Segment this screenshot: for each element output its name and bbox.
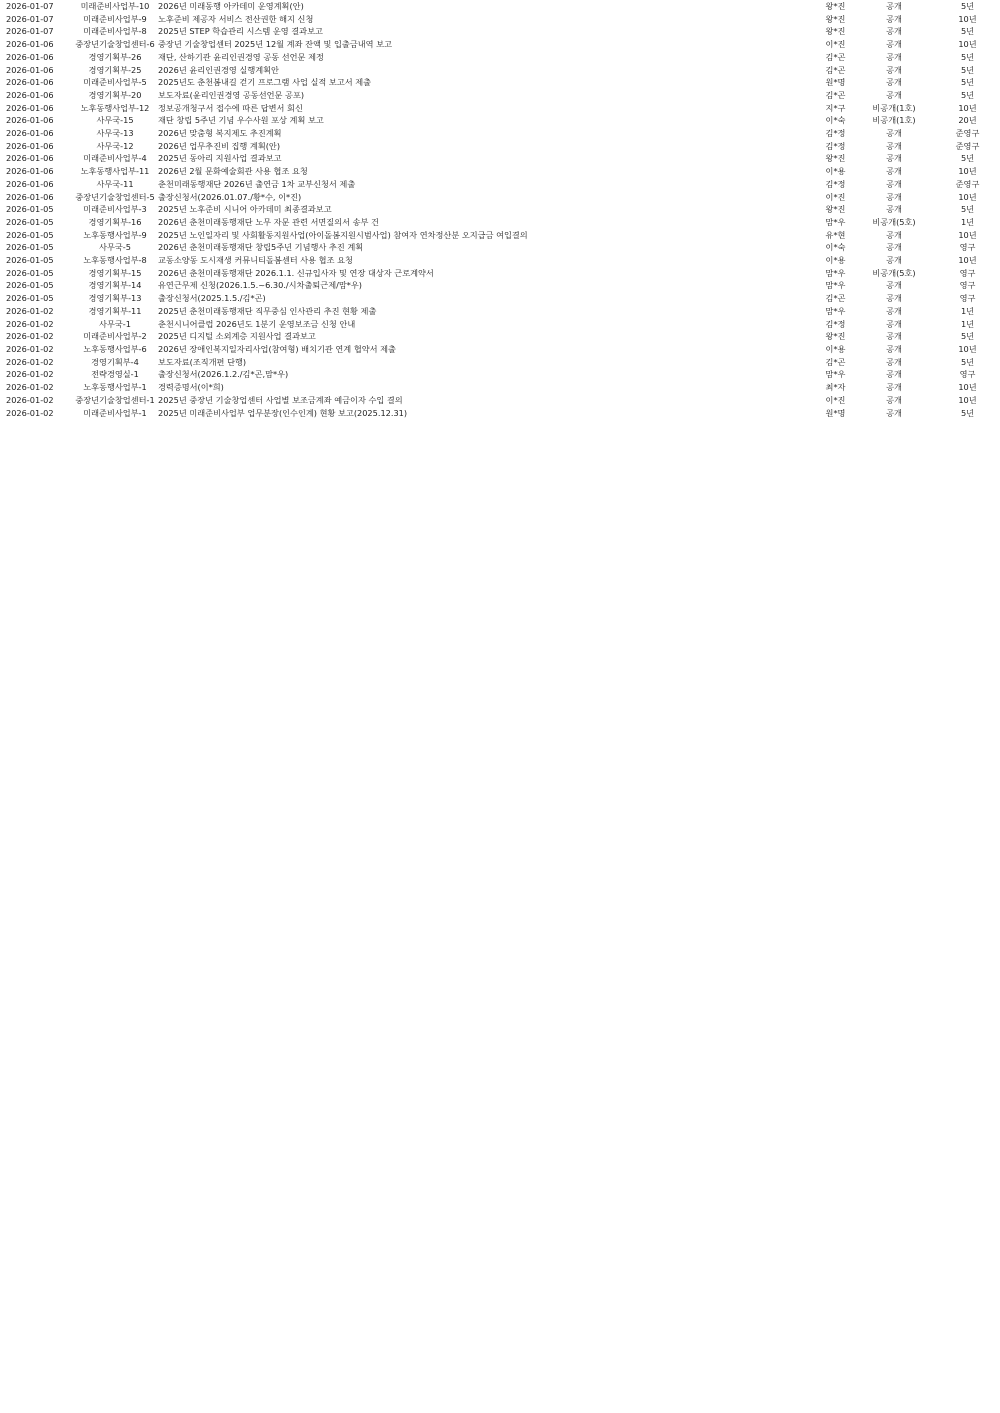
record-author: 김*정: [825, 140, 846, 151]
record-doc-number: 경영기획부-14: [88, 280, 142, 291]
record-retention-period: 1년: [960, 318, 975, 329]
record-date: 2026-01-06: [6, 153, 54, 164]
record-access-status: 공개: [886, 77, 902, 88]
record-access-status: 공개: [886, 26, 902, 37]
record-doc-number: 노후동행사업부-12: [80, 102, 150, 113]
record-date: 2026-01-02: [6, 382, 54, 393]
record-doc-number: 미래준비사업부-5: [83, 77, 147, 88]
table-row: [0, 368, 1000, 381]
record-title[interactable]: 보도자료(윤리인권경영 공동선언문 공포): [158, 89, 305, 100]
record-title[interactable]: 출장신청서(2026.01.07./황*수, 이*진): [158, 191, 302, 202]
record-author: 김*곤: [825, 51, 846, 62]
record-date: 2026-01-06: [6, 115, 54, 126]
record-access-status: 공개: [886, 242, 902, 253]
table-row: [0, 305, 1000, 318]
record-doc-number: 경영기획부-15: [88, 267, 142, 278]
record-title[interactable]: 중장년 기술창업센터 2025년 12월 계좌 잔액 및 입출금내역 보고: [158, 39, 392, 50]
record-access-status: 공개: [886, 13, 902, 24]
record-retention-period: 5년: [960, 26, 975, 37]
record-author: 이*용: [825, 343, 846, 354]
record-access-status: 공개: [886, 369, 902, 380]
record-doc-number: 사무국-13: [96, 128, 134, 139]
record-doc-number: 노후동행사업부-11: [80, 166, 150, 177]
table-row: [0, 89, 1000, 102]
record-access-status: 공개: [886, 204, 902, 215]
record-author: 이*진: [825, 394, 846, 405]
record-author: 왕*진: [825, 13, 846, 24]
record-author: 최*자: [825, 382, 846, 393]
record-retention-period: 10년: [958, 255, 977, 266]
record-access-status: 비공개(5호): [872, 216, 916, 227]
record-author: 맘*우: [825, 267, 846, 278]
record-author: 왕*진: [825, 204, 846, 215]
record-date: 2026-01-02: [6, 305, 54, 316]
record-date: 2026-01-02: [6, 394, 54, 405]
table-row: [0, 0, 1000, 13]
record-date: 2026-01-05: [6, 267, 54, 278]
record-retention-period: 준영구: [955, 140, 980, 151]
record-access-status: 공개: [886, 51, 902, 62]
record-doc-number: 경영기획부-26: [88, 51, 142, 62]
record-retention-period: 10년: [958, 382, 977, 393]
record-title[interactable]: 재단, 산하기관 윤리인권경영 공동 선언문 제정: [158, 51, 324, 62]
record-retention-period: 1년: [960, 305, 975, 316]
table-row: [0, 394, 1000, 407]
record-title[interactable]: 춘천미래동행재단 2026년 출연금 1차 교부신청서 제출: [158, 178, 356, 189]
record-access-status: 공개: [886, 153, 902, 164]
table-row: [0, 330, 1000, 343]
record-retention-period: 준영구: [955, 178, 980, 189]
table-row: [0, 38, 1000, 51]
record-author: 유*현: [825, 229, 846, 240]
record-author: 맘*우: [825, 280, 846, 291]
record-author: 김*정: [825, 318, 846, 329]
table-row: [0, 407, 1000, 420]
record-title[interactable]: 2025년 춘천미래동행재단 직무중심 인사관리 추진 현황 제출: [158, 305, 377, 316]
record-title[interactable]: 2025년 STEP 학습관리 시스템 운영 결과보고: [158, 26, 323, 37]
record-author: 이*용: [825, 166, 846, 177]
table-row: [0, 51, 1000, 64]
record-title[interactable]: 정보공개청구서 접수에 따른 답변서 회신: [158, 102, 303, 113]
record-author: 왕*진: [825, 26, 846, 37]
record-title[interactable]: 2026년 춘천미래동행재단 창립5주년 기념행사 추진 계획: [158, 242, 364, 253]
record-doc-number: 노후동행사업부-8: [83, 255, 147, 266]
record-access-status: 공개: [886, 382, 902, 393]
record-title[interactable]: 2025년 미래준비사업부 업무분장(인수인계) 현황 보고(2025.12.31): [158, 407, 408, 418]
record-retention-period: 5년: [960, 331, 975, 342]
record-retention-period: 영구: [959, 242, 976, 253]
table-row: [0, 140, 1000, 153]
record-access-status: 공개: [886, 128, 902, 139]
record-doc-number: 미래준비사업부-10: [80, 1, 150, 11]
record-access-status: 공개: [886, 255, 902, 266]
document-records-table: [0, 0, 1000, 419]
record-date: 2026-01-06: [6, 166, 54, 177]
record-date: 2026-01-02: [6, 343, 54, 354]
records-table-body: [0, 0, 1000, 419]
record-doc-number: 미래준비사업부-2: [83, 331, 147, 342]
table-row: [0, 165, 1000, 178]
record-access-status: 공개: [886, 39, 902, 50]
record-doc-number: 미래준비사업부-4: [83, 153, 147, 164]
record-retention-period: 5년: [960, 356, 975, 367]
record-date: 2026-01-05: [6, 280, 54, 291]
record-author: 왕*진: [825, 1, 846, 11]
record-author: 이*숙: [825, 242, 846, 253]
record-doc-number: 중장년기술창업센터-6: [75, 39, 155, 50]
record-retention-period: 10년: [958, 229, 977, 240]
record-retention-period: 5년: [960, 51, 975, 62]
record-date: 2026-01-05: [6, 216, 54, 227]
record-retention-period: 10년: [958, 39, 977, 50]
record-retention-period: 영구: [959, 267, 976, 278]
record-retention-period: 5년: [960, 64, 975, 75]
table-row: [0, 381, 1000, 394]
record-date: 2026-01-06: [6, 140, 54, 151]
record-title[interactable]: 출장신청서(2026.1.2./김*곤,맘*우): [158, 369, 289, 380]
record-author: 왕*진: [825, 331, 846, 342]
record-date: 2026-01-06: [6, 102, 54, 113]
record-doc-number: 경영기획부-25: [88, 64, 142, 75]
record-access-status: 공개: [886, 229, 902, 240]
record-author: 이*진: [825, 191, 846, 202]
record-access-status: 공개: [886, 1, 902, 11]
record-author: 이*진: [825, 39, 846, 50]
record-date: 2026-01-02: [6, 369, 54, 380]
record-title[interactable]: 보도자료(조직개편 단행): [158, 356, 247, 367]
table-row: [0, 241, 1000, 254]
record-title[interactable]: 교동소양동 도시재생 커뮤니티돌봄센터 사용 협조 요청: [158, 255, 353, 266]
table-row: [0, 191, 1000, 204]
record-doc-number: 경영기획부-16: [88, 216, 142, 227]
record-title[interactable]: 2026년 업무추진비 집행 계획(안): [158, 140, 281, 151]
record-doc-number: 사무국-1: [99, 318, 131, 329]
record-date: 2026-01-06: [6, 64, 54, 75]
record-doc-number: 경영기획부-20: [88, 89, 142, 100]
record-date: 2026-01-06: [6, 77, 54, 88]
record-access-status: 공개: [886, 407, 902, 418]
record-retention-period: 5년: [960, 153, 975, 164]
record-title[interactable]: 경력증명서(이*희): [158, 382, 224, 393]
record-date: 2026-01-05: [6, 293, 54, 304]
table-row: [0, 203, 1000, 216]
record-retention-period: 5년: [960, 204, 975, 215]
record-retention-period: 10년: [958, 191, 977, 202]
record-access-status: 공개: [886, 331, 902, 342]
record-retention-period: 영구: [959, 369, 976, 380]
record-access-status: 공개: [886, 191, 902, 202]
record-doc-number: 미래준비사업부-8: [83, 26, 147, 37]
table-row: [0, 343, 1000, 356]
table-row: [0, 102, 1000, 115]
record-access-status: 공개: [886, 280, 902, 291]
record-title[interactable]: 2026년 춘천미래동행재단 2026.1.1. 신규입사자 및 연장 대상자 근로계약서: [158, 267, 434, 278]
record-author: 김*곤: [825, 293, 846, 304]
table-row: [0, 114, 1000, 127]
record-doc-number: 미래준비사업부-9: [83, 13, 147, 24]
record-doc-number: 사무국-15: [96, 115, 134, 126]
record-retention-period: 영구: [959, 293, 976, 304]
record-date: 2026-01-06: [6, 89, 54, 100]
record-retention-period: 10년: [958, 166, 977, 177]
table-row: [0, 25, 1000, 38]
record-date: 2026-01-06: [6, 128, 54, 139]
record-retention-period: 10년: [958, 13, 977, 24]
record-date: 2026-01-06: [6, 178, 54, 189]
record-doc-number: 사무국-5: [99, 242, 131, 253]
record-retention-period: 10년: [958, 343, 977, 354]
record-title[interactable]: 출장신청서(2025.1.5./김*곤): [158, 293, 266, 304]
record-access-status: 공개: [886, 305, 902, 316]
record-title[interactable]: 2025년 노후준비 시니어 아카데미 최종결과보고: [158, 204, 332, 215]
record-retention-period: 영구: [959, 280, 976, 291]
record-doc-number: 경영기획부-4: [91, 356, 139, 367]
record-title[interactable]: 2025년 동아리 지원사업 결과보고: [158, 153, 282, 164]
record-date: 2026-01-05: [6, 255, 54, 266]
record-date: 2026-01-07: [6, 26, 54, 37]
record-date: 2026-01-07: [6, 1, 54, 11]
record-title[interactable]: 2025년도 춘천봄내길 걷기 프로그램 사업 실적 보고서 제출: [158, 77, 372, 88]
record-title[interactable]: 2026년 미래동행 아카데미 운영계획(안): [158, 1, 304, 11]
record-access-status: 공개: [886, 140, 902, 151]
record-doc-number: 사무국-12: [96, 140, 134, 151]
table-row: [0, 76, 1000, 89]
record-author: 김*곤: [825, 89, 846, 100]
table-row: [0, 178, 1000, 191]
record-retention-period: 준영구: [955, 128, 980, 139]
record-title[interactable]: 재단 창립 5주년 기념 우수사원 포상 계획 보고: [158, 115, 324, 126]
record-access-status: 비공개(1호): [872, 102, 916, 113]
record-retention-period: 10년: [958, 394, 977, 405]
record-access-status: 공개: [886, 64, 902, 75]
record-author: 왕*진: [825, 153, 846, 164]
record-title[interactable]: 2025년 노인일자리 및 사회활동지원사업(아이돌봄지원시범사업) 참여자 연차정산분 오지급금 여입결의: [158, 229, 528, 240]
record-date: 2026-01-05: [6, 229, 54, 240]
record-date: 2026-01-07: [6, 13, 54, 24]
record-access-status: 공개: [886, 394, 902, 405]
table-row: [0, 13, 1000, 26]
record-author: 김*곤: [825, 64, 846, 75]
record-doc-number: 전략경영실-1: [91, 369, 139, 380]
record-author: 김*정: [825, 128, 846, 139]
record-access-status: 공개: [886, 318, 902, 329]
table-row: [0, 318, 1000, 331]
record-doc-number: 사무국-11: [96, 178, 134, 189]
record-date: 2026-01-02: [6, 318, 54, 329]
record-doc-number: 미래준비사업부-3: [83, 204, 147, 215]
record-title[interactable]: 2025년 디지털 소외계층 지원사업 결과보고: [158, 331, 316, 342]
record-date: 2026-01-06: [6, 39, 54, 50]
table-row: [0, 216, 1000, 229]
table-row: [0, 127, 1000, 140]
record-title[interactable]: 2026년 장애인복지일자리사업(참여형) 배치기관 연계 협약서 제출: [158, 343, 396, 354]
record-author: 원*명: [825, 77, 846, 88]
record-retention-period: 20년: [958, 115, 977, 126]
record-title[interactable]: 2026년 윤리인권경영 실행계획안: [158, 64, 279, 75]
record-doc-number: 중장년기술창업센터-5: [75, 191, 155, 202]
record-access-status: 공개: [886, 356, 902, 367]
table-row: [0, 64, 1000, 77]
record-title[interactable]: 2026년 춘천미래동행재단 노무 자문 관련 서면질의서 송부 건: [158, 216, 379, 227]
record-author: 이*숙: [825, 115, 846, 126]
record-date: 2026-01-06: [6, 51, 54, 62]
record-doc-number: 노후동행사업부-1: [83, 382, 147, 393]
record-access-status: 공개: [886, 166, 902, 177]
record-doc-number: 미래준비사업부-1: [83, 407, 147, 418]
record-access-status: 공개: [886, 343, 902, 354]
record-title[interactable]: 2026년 맞춤형 복지제도 추진계획: [158, 128, 282, 139]
record-doc-number: 경영기획부-11: [88, 305, 142, 316]
record-author: 김*곤: [825, 356, 846, 367]
record-author: 맘*우: [825, 216, 846, 227]
record-author: 이*용: [825, 255, 846, 266]
record-author: 원*명: [825, 407, 846, 418]
record-doc-number: 중장년기술창업센터-1: [75, 394, 155, 405]
record-retention-period: 5년: [960, 1, 975, 11]
record-author: 맘*우: [825, 305, 846, 316]
record-date: 2026-01-02: [6, 356, 54, 367]
table-row: [0, 267, 1000, 280]
record-retention-period: 10년: [958, 102, 977, 113]
record-access-status: 공개: [886, 89, 902, 100]
record-access-status: 비공개(5호): [872, 267, 916, 278]
record-date: 2026-01-06: [6, 191, 54, 202]
record-title[interactable]: 2025년 중장년 기술창업센터 사업별 보조금계좌 예금이자 수입 결의: [158, 394, 403, 405]
record-access-status: 공개: [886, 293, 902, 304]
record-title[interactable]: 춘천시니어클럽 2026년도 1분기 운영보조금 신청 안내: [158, 318, 356, 329]
record-date: 2026-01-05: [6, 204, 54, 215]
table-row: [0, 356, 1000, 369]
table-row: [0, 292, 1000, 305]
record-date: 2026-01-02: [6, 407, 54, 418]
record-doc-number: 경영기획부-13: [88, 293, 142, 304]
record-title[interactable]: 노후준비 제공자 서비스 전산권한 해지 신청: [158, 13, 314, 24]
record-date: 2026-01-05: [6, 242, 54, 253]
record-retention-period: 1년: [960, 216, 975, 227]
table-row: [0, 152, 1000, 165]
record-access-status: 공개: [886, 178, 902, 189]
record-retention-period: 5년: [960, 89, 975, 100]
record-retention-period: 5년: [960, 77, 975, 88]
table-row: [0, 229, 1000, 242]
record-doc-number: 노후동행사업부-6: [83, 343, 147, 354]
record-author: 지*구: [825, 102, 846, 113]
table-row: [0, 279, 1000, 292]
record-author: 김*정: [825, 178, 846, 189]
record-doc-number: 노후동행사업부-9: [83, 229, 147, 240]
record-retention-period: 5년: [960, 407, 975, 418]
record-title[interactable]: 2026년 2월 문화예술회관 사용 협조 요청: [158, 166, 308, 177]
record-access-status: 비공개(1호): [872, 115, 916, 126]
table-row: [0, 254, 1000, 267]
record-author: 맘*우: [825, 369, 846, 380]
record-title[interactable]: 유연근무제 신청(2026.1.5.~6.30./시차출퇴근제/맘*우): [158, 280, 362, 291]
record-date: 2026-01-02: [6, 331, 54, 342]
